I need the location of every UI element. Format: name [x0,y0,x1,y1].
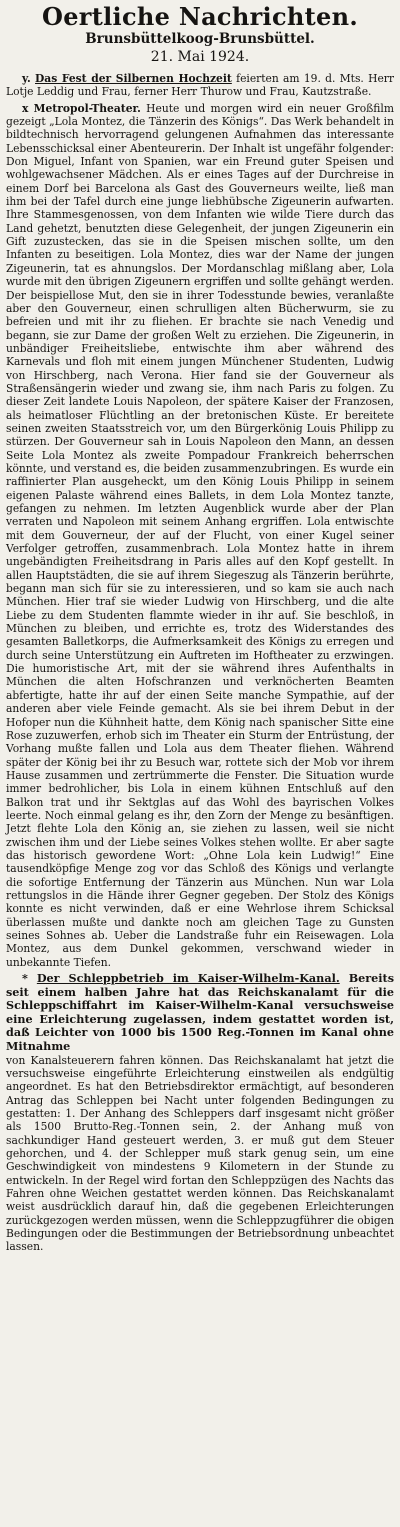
issue-date: 21. Mai 1924. [150,49,250,65]
article-heading: Der Schleppbetrieb im Kaiser-Wilhelm-Kanal. [36,971,340,986]
article-schleppbetrieb-body: von Kanalsteuerern fahren können. Das Reichskanalamt hat jetzt die versuchsweise eingeführte Erleichterung einstweilen als endgültig angeordnet. Es hat den Betriebsdirektor ermächtigt, auf besonderen Antrag das Schleppen bei Nacht unter folgenden Bedingungen zu gestatten: 1. Der Anhang des Schleppers darf insgesamt nicht größer als 1500 Brutto-Reg.-Tonnen sein, 2. der Anhang muß von sachkundiger Hand gesteuert werden, 3. er muß gut dem Steuer gehorchen, und 4. der Schlepper muß stark genug sein, um eine Geschwindigkeit von mindestens 9 Kilometern in der Stunde zu entwickeln. In der Regel wird fortan den Schleppzügen des Nachts das Fahren ohne Weichen gestattet werden können. Das Reichskanalamt weist ausdrücklich darauf hin, daß die gegebenen Erleichterungen zurückgezogen werden müssen, wenn die Schleppzugführer die obigen Bedingungen oder die Bestimmungen der Betriebsordnung unbeachtet lassen. [6,1053,394,1254]
article-lead-text: Bereits seit einem halben Jahre hat das Reichskanalamt für die Schleppschiffahrt im Kaiser-Wilhelm-Kanal versuchsweise eine Erleichterung zugelassen, indem gestattet worden ist, daß Leichter von 1000 bis 1500 Reg.-Tonnen im Kanal ohne Mitnahme [6,971,394,1053]
article-silberne-hochzeit [6,72,394,99]
article-schleppbetrieb-lead [6,972,394,1054]
article-marker: * [22,971,28,986]
article-marker: x [22,101,29,115]
article-metropol-theater [6,102,394,969]
article-heading: Das Fest der Silbernen Hochzeit [35,72,232,85]
article-body: feierten am 19. d. Mts. Herr Lotje Leddig und Frau, ferner Herr Thurow und Frau, Kautzstraße. [6,72,394,99]
article-marker: y. [22,72,31,85]
article-body: Heute und morgen wird ein neuer Großfilm gezeigt „Lola Montez, die Tänzerin des Königs“. Das Werk behandelt in bildtechnisch hervorragend gelungenen Aufnahmen das interessante Lebensschicksal einer Abenteurerin. Der Inhalt ist ungefähr folgender: Don Miguel, Infant von Spanien, war ein Freund guter Speisen und wohlgewachsener Mädchen. Als er eines Tages auf der Durchreise in einem Dorf bei Barcelona als Gast des Gouverneurs weilte, ließ man ihm bei der Tafel durch eine junge liebhübsche Zigeunerin aufwarten. Ihre Stammesgenossen, von dem Infanten wie wilde Tiere durch das Land gehetzt, benutzten diese Gelegenheit, der jungen Zigeunerin ein Gift zuzustecken, das sie in die Speisen mischen sollte, um den Infanten zu beseitigen. Lola Montez, dies war der Name der jungen Zigeunerin, tat es ahnungslos. Der Mordanschlag mißlang aber, Lola wurde mit den übrigen Zigeunern ergriffen und sollte gehängt werden. Der beispiellose Mut, den sie in ihrer Todesstunde bewies, veranlaßte aber den Gouverneur, einen schrulligen alten Bücherwurm, sie zu befreien und mit ihr zu fliehen. Er brachte sie nach Venedig und begann, sie zur Dame der großen Welt zu erziehen. Die Zigeunerin, in unbändiger Freiheitsliebe, entwischte ihm aber während des Karnevals und floh mit einem jungen Münchener Studenten, Ludwig von Hirschberg, nach Verona. Hier fand sie der Gouverneur als Straßensängerin wieder und zwang sie, ihm nach Paris zu folgen. Zu dieser Zeit landete Louis Napoleon, der spätere Kaiser der Franzosen, als heimatloser Flüchtling an der bretonischen Küste. Er bereitete seinen zweiten Staatsstreich vor, um den Bürgerkönig Louis Philipp zu stürzen. Der Gouverneur sah in Louis Napoleon den Mann, an dessen Seite Lola Montez als zweite Pompadour Frankreich beherrschen könnte, und verstand es, die beiden zusammenzubringen. Es wurde ein raffinierter Plan ausgeheckt, um den König Louis Philipp in seinem eigenen Palaste während eines Ballets, in dem Lola Montez tanzte, gefangen zu nehmen. Im letzten Augenblick wurde aber der Plan verraten und Napoleon mit seinem Anhang ergriffen. Lola entwischte mit dem Gouverneur, der auf der Flucht, von einer Kugel seiner Verfolger getroffen, zusammenbrach. Lola Montez hatte in ihrem ungebändigten Freiheitsdrang in Paris alles auf den Kopf gestellt. In allen Hauptstädten, die sie auf ihrem Siegeszug als Tänzerin berührte, begann man sich für sie zu interessieren, und so kam sie auch nach München. Hier traf sie wieder Ludwig von Hirschberg, und die alte Liebe zu dem Studenten flammte wieder in ihr auf. Sie beschloß, in München zu bleiben, und errichte es, trotz des Widerstandes des gesamten Balletkorps, die Aufmerksamkeit des Königs zu erregen und durch seine Unterstützung ein Auftreten im Hoftheater zu erzwingen. Die humoristische Art, mit der sie während ihres Aufenthalts in München die alten Hofschranzen und verknöcherten Beamten abfertigte, hatte ihr auf der einen Seite manche Sympathie, auf der anderen aber viele Feinde gemacht. Als sie bei ihrem Debut in der Hofoper nun die Kühnheit hatte, dem König nach spanischer Sitte eine Rose zuzuwerfen, erhob sich im Theater ein Sturm der Entrüstung, der Vorhang mußte fallen und Lola aus dem Theater fliehen. Während später der König bei ihr zu Besuch war, rottete sich der Mob vor ihrem Hause zusammen und zertrümmerte die Fenster. Die Situation wurde immer bedrohlicher, bis Lola in einem kühnen Entschluß auf den Balkon trat und ihr Sektglas auf das Wohl des bayrischen Volkes leerte. Noch einmal gelang es ihr, den Zorn der Menge zu besänftigen. Jetzt flehte Lola den König an, sie ziehen zu lassen, weil sie nicht zwischen ihm und der Liebe seines Volkes stehen wollte. Er aber sagte das historisch gewordene Wort: „Ohne Lola kein Ludwig!“ Eine tausendköpfige Menge zog vor das Schloß des Königs und verlangte die sofortige Entfernung der Tänzerin aus München. Nun war Lola rettungslos in die Hände ihrer Gegner gegeben. Der Stolz des Königs konnte es nicht verwinden, daß er eine Wehrlose ihrem Schicksal überlassen mußte und dankte noch am gleichen Tage zu Gunsten seines Sohnes ab. Ueber die Landstraße fuhr ein Reisewagen. Lola Montez, aus dem Dunkel gekommen, verschwand wieder in unbekannte Tiefen. [6,101,394,969]
article-heading: Metropol-Theater. [33,101,141,115]
section-subtitle: Brunsbüttelkoog-Brunsbüttel. [85,31,315,47]
section-title: Oertliche Nachrichten. [42,2,358,31]
